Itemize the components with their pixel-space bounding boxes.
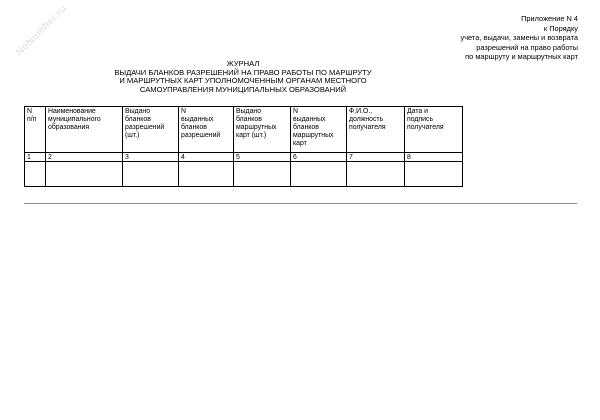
table-cell	[347, 162, 405, 187]
journal-title-line: ВЫДАЧИ БЛАНКОВ РАЗРЕШЕНИЙ НА ПРАВО РАБОТЫ ПО МАРШРУТУ	[114, 67, 372, 77]
header-text: маршрутных	[293, 132, 334, 139]
table-cell	[123, 162, 179, 187]
journal-title	[24, 60, 462, 94]
header-row-number	[25, 107, 46, 153]
journal-title-line: САМОУПРАВЛЕНИЯ МУНИЦИПАЛЬНЫХ ОБРАЗОВАНИЙ	[139, 84, 347, 94]
column-number-cell: 4	[179, 153, 234, 162]
column-number-cell: 2	[46, 153, 123, 162]
table-cell	[234, 162, 291, 187]
table-row	[25, 162, 463, 187]
table-cell	[25, 162, 46, 187]
header-text: Выдано	[236, 108, 262, 115]
column-number-row	[25, 153, 463, 162]
divider-line	[24, 203, 577, 204]
header-text: выданных	[293, 116, 326, 123]
table-cell	[179, 162, 234, 187]
header-text: образования	[48, 124, 90, 131]
header-text: N	[27, 108, 32, 115]
header-date-signature	[405, 107, 463, 153]
header-permit-numbers	[179, 107, 234, 153]
header-text: разрешений	[181, 132, 221, 139]
header-route-card-numbers	[291, 107, 347, 153]
header-text: Выдано	[125, 108, 151, 115]
watermark: NoNumber.ru	[14, 3, 70, 59]
header-text: бланков	[236, 116, 262, 123]
table-header-row	[25, 107, 463, 153]
header-text: бланков	[125, 116, 151, 123]
header-text: маршрутных	[236, 124, 277, 131]
column-number-cell: 1	[25, 153, 46, 162]
appendix-note	[358, 14, 578, 62]
appendix-line: к Порядку	[543, 23, 578, 33]
appendix-line: по маршруту и маршрутных карт	[465, 52, 578, 62]
column-number-cell: 6	[291, 153, 347, 162]
header-text: Дата и	[407, 108, 429, 115]
header-text: Ф.И.О.,	[349, 108, 373, 115]
header-text: бланков	[181, 124, 207, 131]
header-text: выданных	[181, 116, 214, 123]
journal-table	[24, 106, 463, 187]
table-cell	[291, 162, 347, 187]
header-text: п/п	[27, 116, 37, 123]
header-text: N	[293, 108, 298, 115]
header-permits-issued	[123, 107, 179, 153]
header-text: N	[181, 108, 186, 115]
table-cell	[405, 162, 463, 187]
appendix-line: Приложение N 4	[521, 14, 578, 23]
column-number-cell: 8	[405, 153, 463, 162]
header-text: бланков	[293, 124, 319, 131]
header-text: муниципального	[48, 116, 101, 123]
header-text: получателя	[349, 124, 386, 131]
header-recipient-name	[347, 107, 405, 153]
header-text: разрешений	[125, 124, 165, 131]
header-text: подпись	[407, 116, 434, 123]
column-number-cell: 7	[347, 153, 405, 162]
appendix-line: разрешений на право работы	[476, 42, 578, 52]
header-municipality	[46, 107, 123, 153]
header-text: карт (шт.)	[236, 132, 267, 139]
table-cell	[46, 162, 123, 187]
header-text: карт	[293, 140, 307, 147]
appendix-line: учета, выдачи, замены и возврата	[460, 33, 578, 43]
header-route-cards-issued	[234, 107, 291, 153]
header-text: получателя	[407, 124, 444, 131]
journal-title-line: ЖУРНАЛ	[226, 59, 260, 68]
journal-title-line: И МАРШРУТНЫХ КАРТ УПОЛНОМОЧЕННЫМ ОРГАНАМ МЕСТНОГО	[119, 76, 367, 86]
column-number-cell: 5	[234, 153, 291, 162]
column-number-cell: 3	[123, 153, 179, 162]
header-text: Наименование	[48, 108, 96, 115]
header-text: (шт.)	[125, 132, 140, 139]
header-text: должность	[349, 116, 384, 123]
